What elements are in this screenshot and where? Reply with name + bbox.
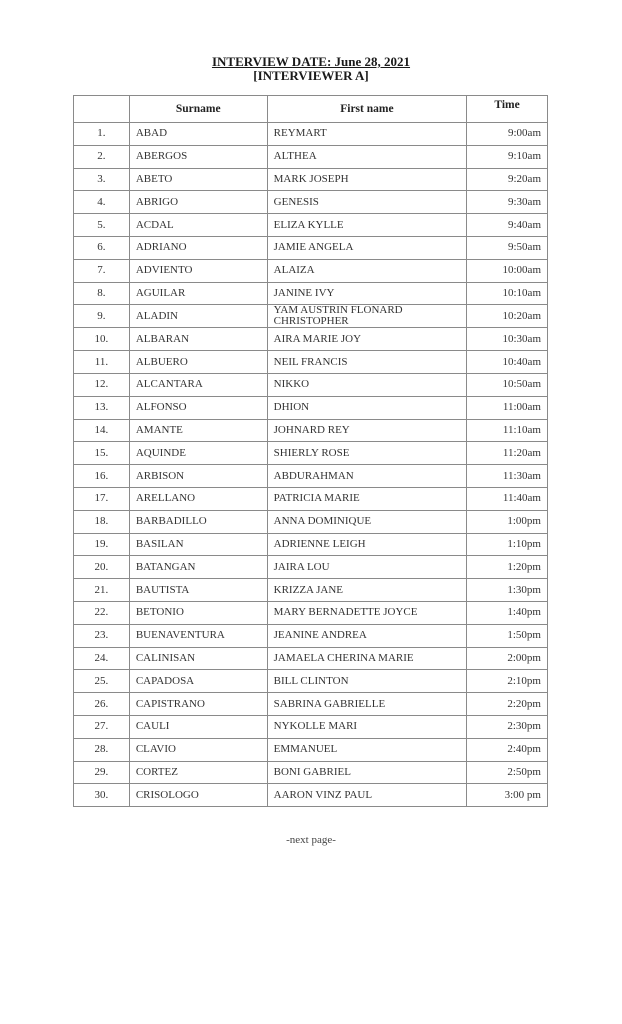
table-row	[74, 419, 548, 442]
first-name-cell: KRIZZA JANE	[267, 579, 466, 602]
row-number: 2.	[74, 145, 130, 168]
time-cell: 9:10am	[467, 145, 548, 168]
first-name-cell: EMMANUEL	[267, 738, 466, 761]
surname-cell: ACDAL	[129, 214, 267, 237]
time-cell: 10:20am	[467, 305, 548, 328]
surname-cell: BAUTISTA	[129, 579, 267, 602]
surname-cell: ALBUERO	[129, 351, 267, 374]
table-row	[74, 533, 548, 556]
surname-cell: CAPADOSA	[129, 670, 267, 693]
first-name-cell: ABDURAHMAN	[267, 465, 466, 488]
table-row	[74, 647, 548, 670]
time-cell: 2:30pm	[467, 715, 548, 738]
table-row	[74, 168, 548, 191]
table-row	[74, 738, 548, 761]
table-row	[74, 145, 548, 168]
time-cell: 10:30am	[467, 328, 548, 351]
time-cell: 9:00am	[467, 123, 548, 146]
surname-cell: CALINISAN	[129, 647, 267, 670]
row-number: 26.	[74, 693, 130, 716]
first-name-cell: NEIL FRANCIS	[267, 351, 466, 374]
row-number: 7.	[74, 259, 130, 282]
row-number: 11.	[74, 351, 130, 374]
row-number: 8.	[74, 282, 130, 305]
surname-cell: CORTEZ	[129, 761, 267, 784]
first-name-cell: SABRINA GABRIELLE	[267, 693, 466, 716]
table-row	[74, 442, 548, 465]
row-number: 20.	[74, 556, 130, 579]
first-name-cell: ALTHEA	[267, 145, 466, 168]
interview-schedule-table	[73, 95, 548, 807]
time-cell: 2:20pm	[467, 693, 548, 716]
interview-date-title: INTERVIEW DATE: June 28, 2021	[211, 54, 411, 69]
first-name-cell: MARY BERNADETTE JOYCE	[267, 601, 466, 624]
table-row	[74, 693, 548, 716]
row-number: 10.	[74, 328, 130, 351]
table-row	[74, 784, 548, 807]
surname-cell: BUENAVENTURA	[129, 624, 267, 647]
surname-cell: ALFONSO	[129, 396, 267, 419]
first-name-cell: JOHNARD REY	[267, 419, 466, 442]
time-cell: 10:40am	[467, 351, 548, 374]
column-header-first-name: First name	[267, 96, 466, 123]
time-cell: 1:00pm	[467, 510, 548, 533]
table-row	[74, 715, 548, 738]
time-cell: 11:20am	[467, 442, 548, 465]
first-name-cell: JEANINE ANDREA	[267, 624, 466, 647]
row-number: 18.	[74, 510, 130, 533]
first-name-cell: NIKKO	[267, 373, 466, 396]
row-number: 30.	[74, 784, 130, 807]
first-name-cell: JAMIE ANGELA	[267, 236, 466, 259]
first-name-cell: BONI GABRIEL	[267, 761, 466, 784]
first-name-cell: BILL CLINTON	[267, 670, 466, 693]
surname-cell: ALBARAN	[129, 328, 267, 351]
surname-cell: ARBISON	[129, 465, 267, 488]
table-row	[74, 761, 548, 784]
row-number: 15.	[74, 442, 130, 465]
table-row	[74, 282, 548, 305]
table-header-row	[74, 96, 548, 123]
table-row	[74, 123, 548, 146]
time-cell: 10:50am	[467, 373, 548, 396]
row-number: 27.	[74, 715, 130, 738]
surname-cell: CRISOLOGO	[129, 784, 267, 807]
row-number: 14.	[74, 419, 130, 442]
first-name-cell: DHION	[267, 396, 466, 419]
row-number: 1.	[74, 123, 130, 146]
time-cell: 1:40pm	[467, 601, 548, 624]
time-cell: 9:20am	[467, 168, 548, 191]
first-name-cell: JANINE IVY	[267, 282, 466, 305]
surname-cell: BARBADILLO	[129, 510, 267, 533]
time-cell: 11:00am	[467, 396, 548, 419]
first-name-cell: ELIZA KYLLE	[267, 214, 466, 237]
table-row	[74, 214, 548, 237]
surname-cell: CAULI	[129, 715, 267, 738]
row-number: 28.	[74, 738, 130, 761]
first-name-cell: AARON VINZ PAUL	[267, 784, 466, 807]
table-row	[74, 191, 548, 214]
first-name-cell: YAM AUSTRIN FLONARD CHRISTOPHER	[267, 305, 466, 328]
row-number: 29.	[74, 761, 130, 784]
row-number: 3.	[74, 168, 130, 191]
time-cell: 9:40am	[467, 214, 548, 237]
table-row	[74, 624, 548, 647]
surname-cell: ABAD	[129, 123, 267, 146]
first-name-cell: JAMAELA CHERINA MARIE	[267, 647, 466, 670]
first-name-cell: SHIERLY ROSE	[267, 442, 466, 465]
next-page-note: -next page-	[286, 834, 336, 846]
column-header-surname: Surname	[129, 96, 267, 123]
row-number: 25.	[74, 670, 130, 693]
table-body	[74, 123, 548, 807]
time-cell: 11:40am	[467, 487, 548, 510]
time-cell: 11:30am	[467, 465, 548, 488]
surname-cell: AQUINDE	[129, 442, 267, 465]
table-row	[74, 510, 548, 533]
table-row	[74, 465, 548, 488]
surname-cell: ALCANTARA	[129, 373, 267, 396]
row-number: 21.	[74, 579, 130, 602]
first-name-cell: ADRIENNE LEIGH	[267, 533, 466, 556]
surname-cell: ARELLANO	[129, 487, 267, 510]
first-name-cell: ANNA DOMINIQUE	[267, 510, 466, 533]
surname-cell: BASILAN	[129, 533, 267, 556]
surname-cell: AGUILAR	[129, 282, 267, 305]
row-number: 12.	[74, 373, 130, 396]
time-cell: 1:50pm	[467, 624, 548, 647]
table-row	[74, 487, 548, 510]
time-cell: 2:40pm	[467, 738, 548, 761]
time-cell: 11:10am	[467, 419, 548, 442]
surname-cell: ABERGOS	[129, 145, 267, 168]
time-cell: 2:10pm	[467, 670, 548, 693]
time-cell: 9:50am	[467, 236, 548, 259]
time-cell: 9:30am	[467, 191, 548, 214]
row-number: 13.	[74, 396, 130, 419]
column-header-number	[74, 96, 130, 123]
surname-cell: ADVIENTO	[129, 259, 267, 282]
row-number: 19.	[74, 533, 130, 556]
surname-cell: BETONIO	[129, 601, 267, 624]
table-row	[74, 396, 548, 419]
surname-cell: ADRIANO	[129, 236, 267, 259]
row-number: 16.	[74, 465, 130, 488]
surname-cell: ABETO	[129, 168, 267, 191]
row-number: 6.	[74, 236, 130, 259]
surname-cell: BATANGAN	[129, 556, 267, 579]
table-row	[74, 556, 548, 579]
document-header	[0, 55, 622, 83]
table-row	[74, 259, 548, 282]
first-name-cell: PATRICIA MARIE	[267, 487, 466, 510]
table-row	[74, 236, 548, 259]
surname-cell: AMANTE	[129, 419, 267, 442]
table-row	[74, 305, 548, 328]
table-row	[74, 373, 548, 396]
row-number: 24.	[74, 647, 130, 670]
time-cell: 1:10pm	[467, 533, 548, 556]
time-cell: 3:00 pm	[467, 784, 548, 807]
first-name-cell: NYKOLLE MARI	[267, 715, 466, 738]
row-number: 5.	[74, 214, 130, 237]
surname-cell: CAPISTRANO	[129, 693, 267, 716]
table-row	[74, 670, 548, 693]
first-name-cell: GENESIS	[267, 191, 466, 214]
surname-cell: CLAVIO	[129, 738, 267, 761]
first-name-cell: AIRA MARIE JOY	[267, 328, 466, 351]
time-cell: 1:30pm	[467, 579, 548, 602]
time-cell: 2:50pm	[467, 761, 548, 784]
time-cell: 1:20pm	[467, 556, 548, 579]
table-row	[74, 579, 548, 602]
column-header-time: Time	[467, 96, 548, 123]
table-row	[74, 328, 548, 351]
table-row	[74, 351, 548, 374]
interviewer-label: [INTERVIEWER A]	[253, 68, 369, 83]
row-number: 22.	[74, 601, 130, 624]
row-number: 4.	[74, 191, 130, 214]
first-name-cell: ALAIZA	[267, 259, 466, 282]
row-number: 23.	[74, 624, 130, 647]
surname-cell: ABRIGO	[129, 191, 267, 214]
first-name-cell: REYMART	[267, 123, 466, 146]
row-number: 17.	[74, 487, 130, 510]
time-cell: 2:00pm	[467, 647, 548, 670]
time-cell: 10:00am	[467, 259, 548, 282]
surname-cell: ALADIN	[129, 305, 267, 328]
first-name-cell: JAIRA LOU	[267, 556, 466, 579]
time-cell: 10:10am	[467, 282, 548, 305]
first-name-cell: MARK JOSEPH	[267, 168, 466, 191]
table-row	[74, 601, 548, 624]
row-number: 9.	[74, 305, 130, 328]
